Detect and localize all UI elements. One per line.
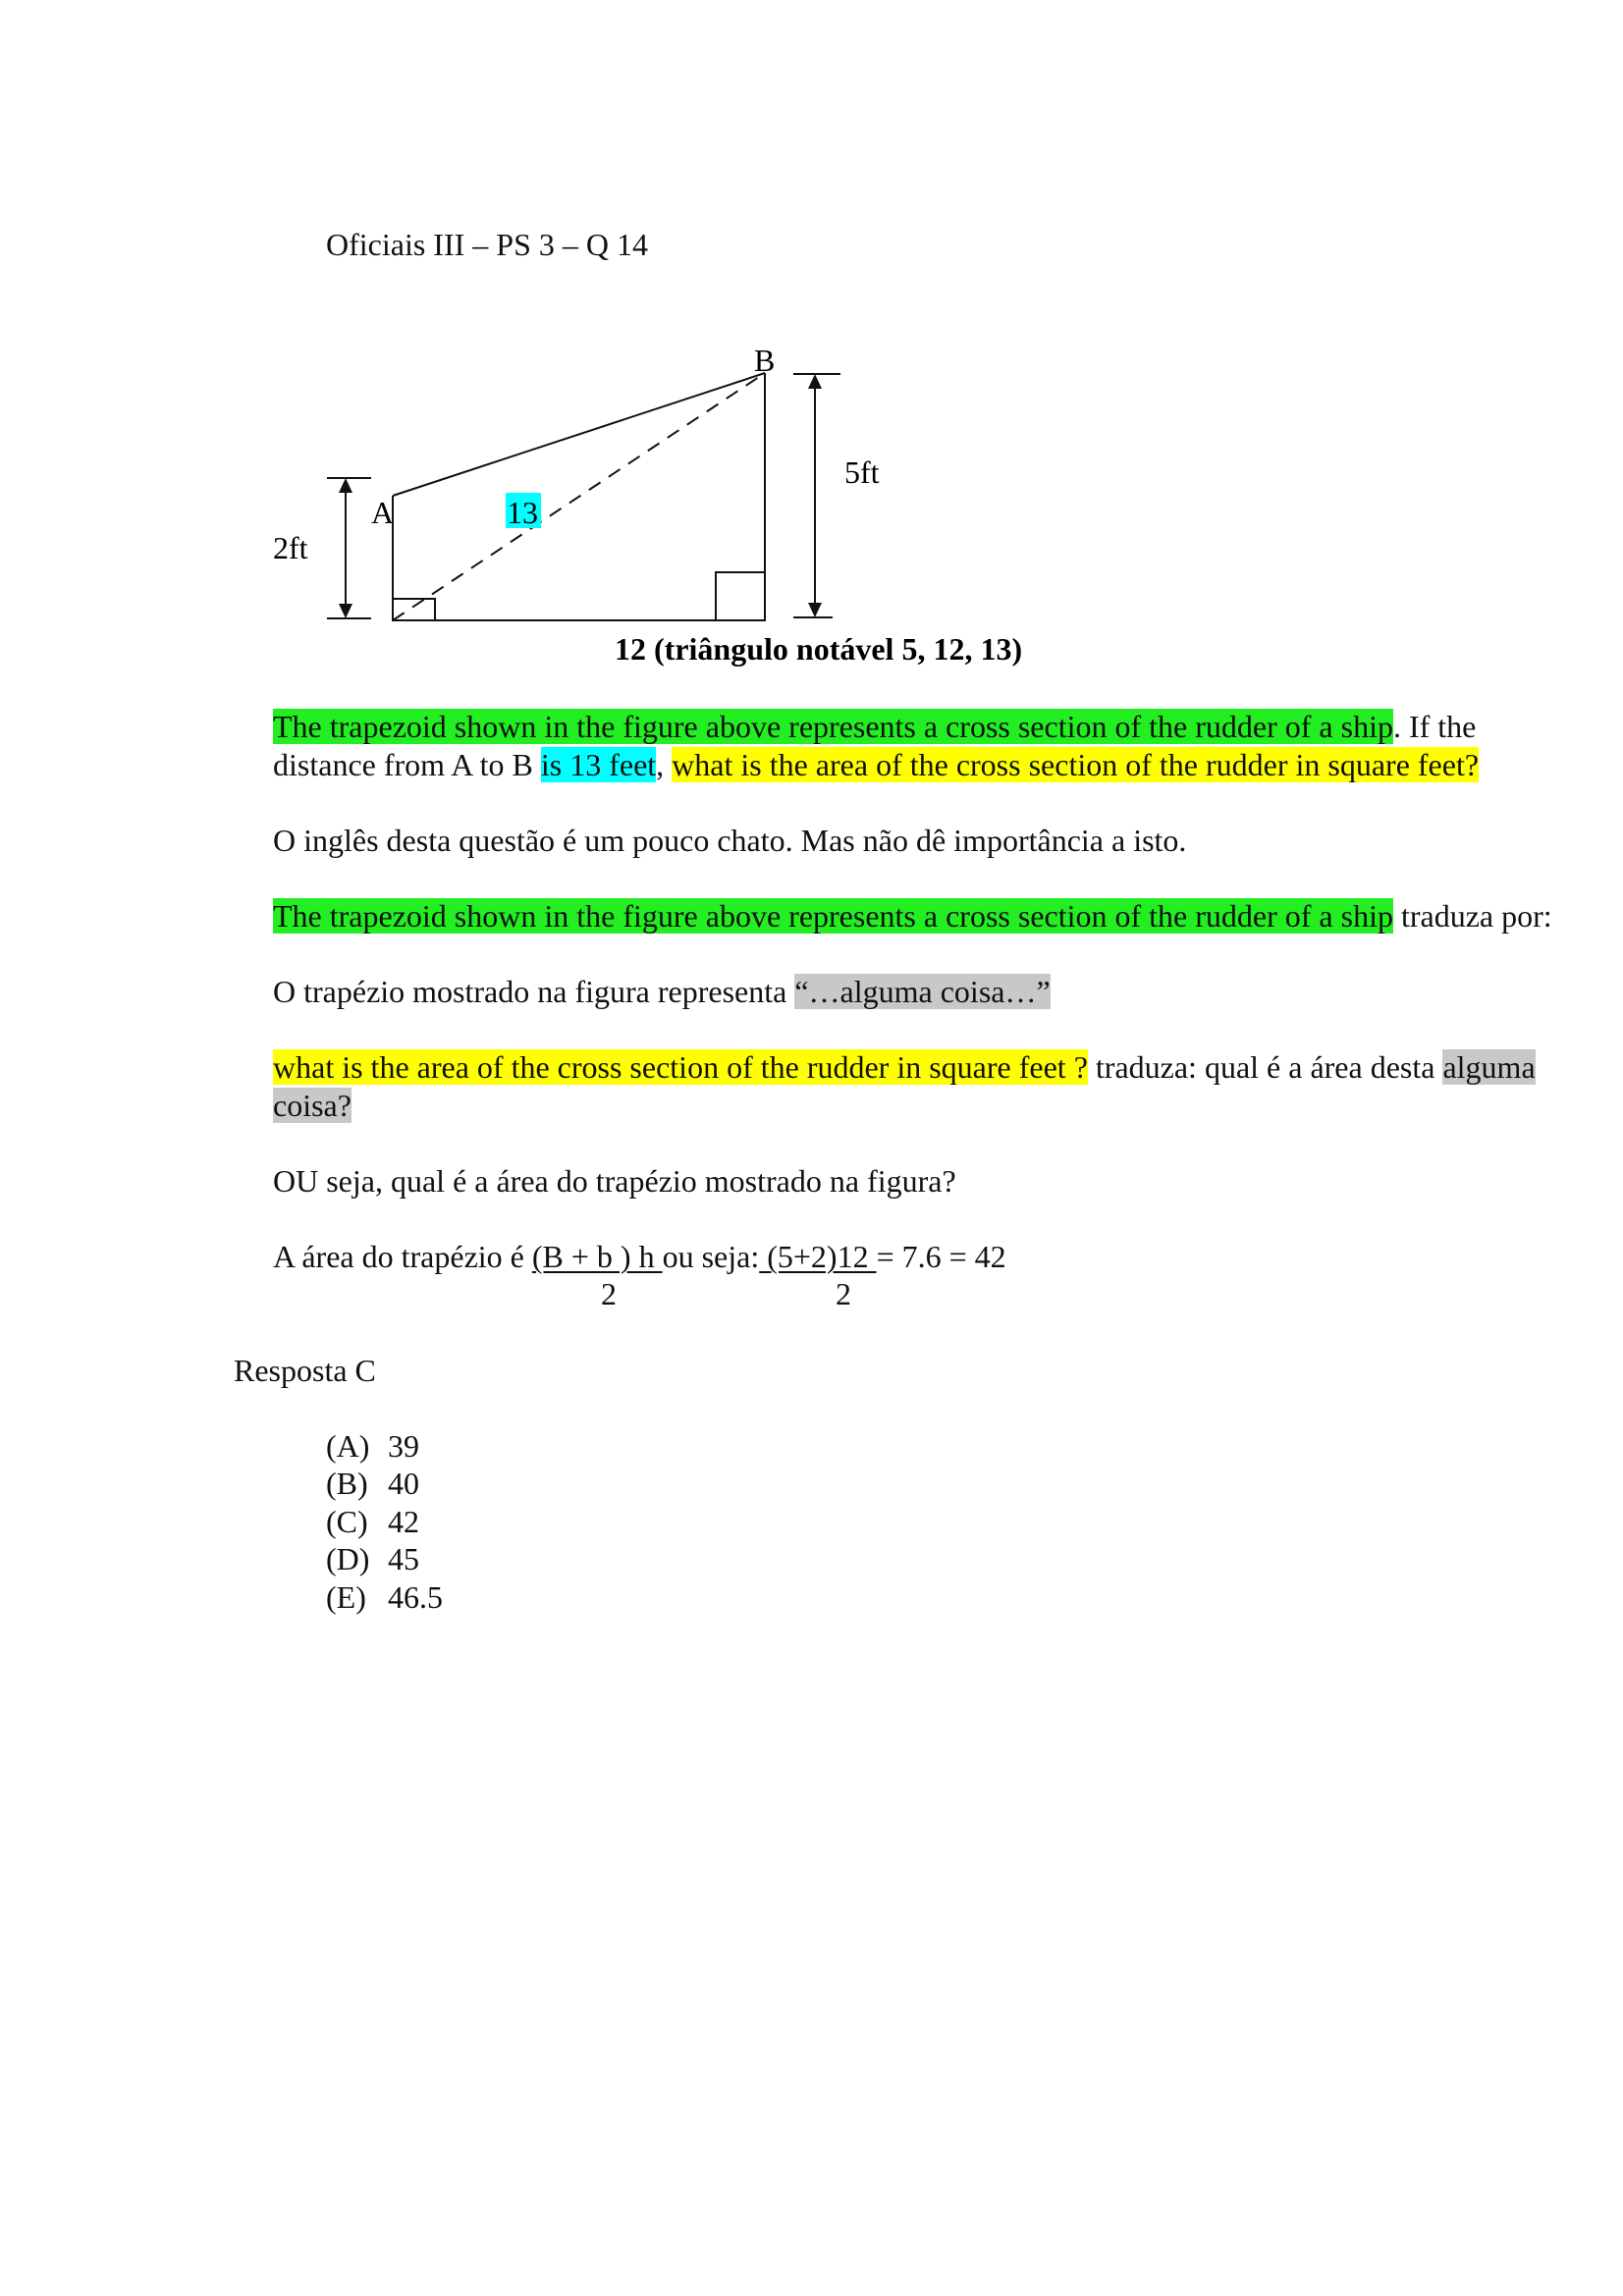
- formula-line: A área do trapézio é (B + b ) h ou seja: (5+2)12 = 7.6 = 42: [273, 1239, 1006, 1274]
- page-title: Oficiais III – PS 3 – Q 14: [326, 227, 648, 262]
- label-13: 13: [507, 495, 538, 530]
- note-text: O inglês desta questão é um pouco chato. Mas não dê importância a isto.: [273, 823, 1187, 858]
- figure-caption: 12 (triângulo notável 5, 12, 13): [615, 631, 1023, 667]
- problem-highlight-cyan: is 13 feet: [540, 747, 657, 782]
- answer-text: Resposta C: [234, 1353, 376, 1388]
- trapezoid-shape: [327, 373, 840, 620]
- translation-3-line-1: what is the area of the cross section of the rudder in square feet ? traduza: qual é a área desta alguma: [273, 1049, 1536, 1085]
- label-5ft: 5ft: [844, 454, 880, 490]
- problem-highlight-yellow: what is the area of the cross section of the rudder in square feet?: [672, 747, 1480, 782]
- translation-3-line-2: coisa?: [273, 1088, 352, 1123]
- label-b: B: [754, 343, 776, 378]
- trapezoid-figure: [0, 0, 1623, 687]
- formula-denominator-2: 2: [836, 1276, 851, 1311]
- label-a: A: [371, 495, 395, 530]
- formula-denominator-1: 2: [601, 1276, 617, 1311]
- problem-line-1: The trapezoid shown in the figure above represents a cross section of the rudder of a ship. If the: [273, 709, 1477, 744]
- problem-highlight-green: The trapezoid shown in the figure above represents a cross section of the rudder of a ship: [273, 709, 1393, 744]
- translation-1: The trapezoid shown in the figure above represents a cross section of the rudder of a ship traduza por:: [273, 898, 1552, 934]
- option-c: (C) 42: [326, 1504, 419, 1539]
- question-text: OU seja, qual é a área do trapézio mostrado na figura?: [273, 1163, 956, 1199]
- option-a: (A) 39: [326, 1428, 419, 1464]
- formula-numerator-2: (5+2)12: [759, 1239, 877, 1274]
- option-e: (E) 46.5: [326, 1579, 443, 1615]
- label-2ft: 2ft: [273, 530, 308, 565]
- problem-line-2: distance from A to B is 13 feet, what is the area of the cross section of the rudder in square feet?: [273, 747, 1480, 782]
- translation-2: O trapézio mostrado na figura representa “…alguma coisa…”: [273, 974, 1051, 1009]
- option-d: (D) 45: [326, 1541, 419, 1576]
- formula-numerator-1: (B + b ) h: [531, 1239, 663, 1274]
- option-b: (B) 40: [326, 1466, 419, 1501]
